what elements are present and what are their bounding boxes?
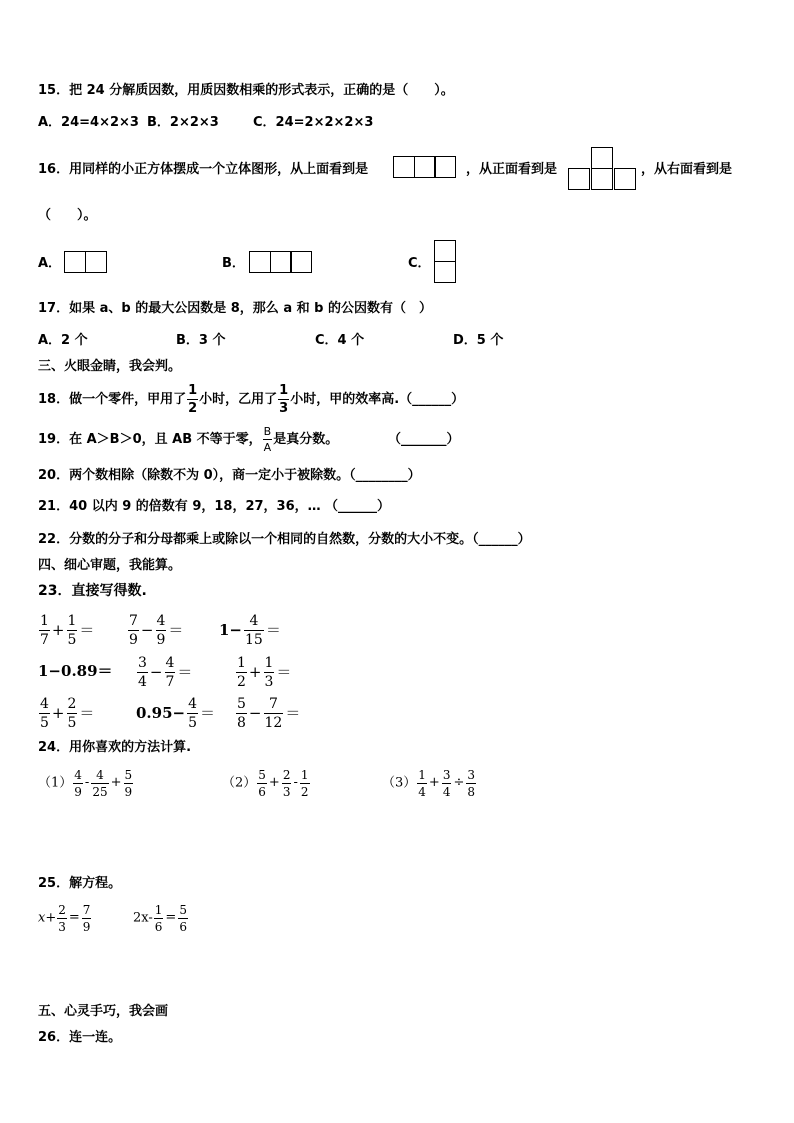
q19-answer-blank: （_______） [388,432,460,447]
q23-row2-b: $\frac{3}{4}$ − $\frac{4}{7}$ ＝ [138,654,193,690]
q26-text: 26．连一连。 [38,1030,122,1045]
q25-equation-2: 2x- $\frac{1}{6}$ = $\frac{5}{6}$ [133,902,187,934]
q23-title: 23．直接写得数. [38,583,147,599]
q18-line [38,382,464,418]
q16-text-part1: 16．用同样的小正方体摆成一个立体图形，从上面看到是 [38,162,369,177]
q23-row1-c: 1− $\frac{4}{15}$ ＝ [219,612,281,648]
q24-expr-2: （2） $\frac{5}{6}$ + $\frac{2}{3}$ - $\frac{1}{2}$ [222,767,309,799]
q16-option-b-label: B． [222,256,245,271]
fraction-one-half: $\frac{1}{2}$ [188,383,198,416]
q16-text-part2: ，从正面看到是 [466,162,558,177]
q15-option-b: B．2×2×3 [147,115,219,130]
q18-mid: 小时，乙用了 [199,392,278,407]
section-3-heading: 三、火眼金睛，我会判。 [38,359,182,374]
fraction-b-over-a: $\frac{B}{A}$ [263,425,272,454]
q25-title: 25．解方程。 [38,876,122,891]
q24-expr-3: （3） $\frac{1}{4}$ + $\frac{3}{4}$ ÷ $\frac{3}{8}$ [382,767,476,799]
q17-option-c: C．4 个 [315,333,365,348]
q22-text: 22．分数的分子和分母都乘上或除以一个相同的自然数，分数的大小不变。（______） [38,532,531,547]
q17-option-b: B．3 个 [176,333,226,348]
q15-option-a: A．24=4×2×3 [38,115,139,130]
q16-option-a-label: A． [38,256,62,271]
q15-text: 15．把 24 分解质因数，用质因数相乘的形式表示，正确的是（ ）。 [38,83,454,98]
option-c-figure [434,240,456,283]
q16-answer-paren: （ ）。 [38,208,97,223]
q17-option-d: D．5 个 [453,333,504,348]
q16-text-part3: ，从右面看到是 [641,162,733,177]
q23-row2-c: $\frac{1}{2}$ + $\frac{1}{3}$ ＝ [237,654,292,690]
q24-expr-1: （1） $\frac{4}{9}$ - $\frac{4}{25}$ + $\frac{5}{9}$ [38,767,133,799]
q15-option-c: C．24=2×2×2×3 [253,115,374,130]
option-a-figure [64,251,107,273]
q17-text: 17．如果 a、b 的最大公因数是 8，那么 a 和 b 的公因数有（ ） [38,301,432,316]
q24-title: 24．用你喜欢的方法计算. [38,740,192,755]
q23-row1-a: $\frac{1}{7}$ + $\frac{1}{5}$ ＝ [40,612,95,648]
section-4-heading: 四、细心审题，我能算。 [38,558,182,573]
q17-option-a: A．2 个 [38,333,88,348]
q16-option-c-label: C． [408,256,431,271]
q20-text: 20．两个数相除（除数不为 0），商一定小于被除数。（________） [38,468,421,483]
q23-row3-b: 0.95− $\frac{4}{5}$ ＝ [136,695,216,731]
q19-line [38,424,338,456]
q23-row1-b: $\frac{7}{9}$ − $\frac{4}{9}$ ＝ [129,612,184,648]
option-b-figure [249,251,312,273]
front-view-figure [568,147,638,193]
q25-equation-1: x+ $\frac{2}{3}$ = $\frac{7}{9}$ [38,902,91,934]
q18-post: 小时，甲的效率高.（______） [290,392,465,407]
q23-row3-c: $\frac{5}{8}$ − $\frac{7}{12}$ ＝ [237,695,301,731]
q23-row3-a: $\frac{4}{5}$ + $\frac{2}{5}$ ＝ [40,695,95,731]
q19-post: 是真分数。 [273,432,339,447]
q19-pre: 19．在 A＞B＞0，且 AB 不等于零， [38,432,262,447]
q18-pre: 18．做一个零件，甲用了 [38,392,187,407]
q21-answer-blank: （______） [325,499,391,514]
top-view-figure [393,156,456,178]
fraction-one-third: $\frac{1}{3}$ [279,383,289,416]
q23-row2-a: 1−0.89＝ [38,662,113,680]
q21-text: 21．40 以内 9 的倍数有 9，18，27，36，… [38,499,321,514]
section-5-heading: 五、心灵手巧，我会画 [38,1004,169,1019]
